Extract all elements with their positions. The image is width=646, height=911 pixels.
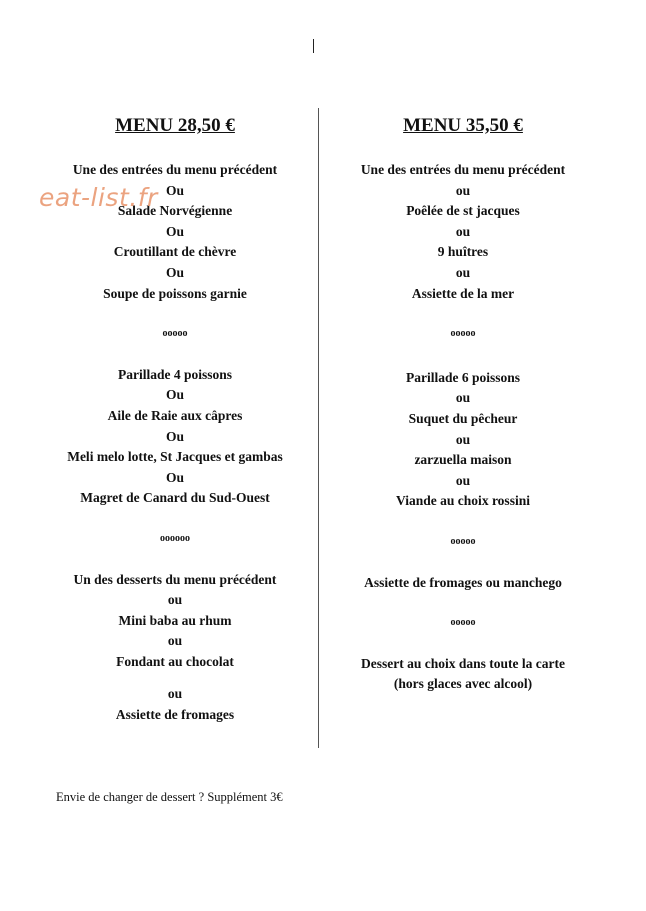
menu-line: Ou	[165, 387, 184, 403]
section-separator: ooooo	[450, 535, 476, 547]
menu-line: Assiette de fromages ou manchego	[364, 574, 562, 590]
menu-line: ou	[455, 472, 471, 488]
menu-line: Viande au choix rossini	[396, 493, 530, 509]
menu-line: ou	[167, 633, 183, 649]
menu-line: ou	[455, 431, 471, 447]
menu-line: Ou	[165, 469, 184, 485]
menu-line: Suquet du pêcheur	[408, 410, 518, 426]
menu-line: Meli melo lotte, St Jacques et gambas	[67, 449, 283, 465]
menu-line: Aile de Raie aux câpres	[107, 407, 243, 423]
plats-section	[328, 368, 598, 512]
menu-line: ou	[455, 223, 471, 239]
menu-line: zarzuella maison	[414, 452, 512, 468]
section-separator: ooooo	[162, 328, 188, 340]
menu-line: Fondant au chocolat	[116, 653, 234, 669]
section-separator: ooooo	[450, 328, 476, 340]
menu-line: Ou	[165, 223, 184, 239]
menu-line: Ou	[165, 264, 184, 280]
menu-line: Soupe de poissons garnie	[103, 285, 247, 301]
column-divider	[318, 108, 319, 748]
menu-line: Parillade 6 poissons	[405, 369, 521, 385]
section-separator: ooooo	[450, 617, 476, 629]
entrees-section	[40, 160, 310, 304]
menu-35-50	[328, 114, 598, 695]
menu-line: Dessert au choix dans toute la carte	[361, 655, 565, 671]
menu-line: Mini baba au rhum	[118, 612, 232, 628]
menu-line: Poêlée de st jacques	[406, 203, 520, 219]
menu-line: ou	[167, 686, 183, 702]
menu-line: 9 huîtres	[437, 244, 489, 260]
section-separator: oooooo	[160, 532, 190, 544]
menu-line: Magret de Canard du Sud-Ouest	[80, 490, 270, 506]
menu-line: ou	[455, 390, 471, 406]
menu-title: MENU 28,50 €	[115, 115, 235, 136]
menu-line: Assiette de la mer	[411, 285, 515, 301]
desserts-section	[40, 570, 310, 726]
menu-line: Parillade 4 poissons	[117, 366, 233, 382]
menu-line: Une des entrées du menu précédent	[72, 162, 278, 177]
menu-line: Un des desserts du menu précédent	[73, 571, 277, 587]
entrees-section	[328, 160, 598, 304]
menu-title: MENU 35,50 €	[403, 115, 523, 136]
menu-line: (hors glaces avec alcool)	[393, 676, 533, 692]
plats-section	[40, 365, 310, 509]
menu-line: Croutillant de chèvre	[113, 244, 237, 260]
page-top-mark	[313, 39, 314, 53]
menu-line: Salade Norvégienne	[117, 203, 233, 219]
menu-line: ou	[167, 592, 183, 608]
menu-line: Ou	[165, 182, 184, 198]
footer-note: Envie de changer de dessert ? Supplément 3€	[56, 790, 283, 804]
menu-line: Assiette de fromages	[115, 707, 235, 723]
menu-line: Une des entrées du menu précédent	[360, 162, 566, 177]
menu-line: ou	[455, 182, 471, 198]
watermark: eat-list.fr	[39, 183, 158, 212]
menu-line: Ou	[165, 428, 184, 444]
menu-line: ou	[455, 264, 471, 280]
